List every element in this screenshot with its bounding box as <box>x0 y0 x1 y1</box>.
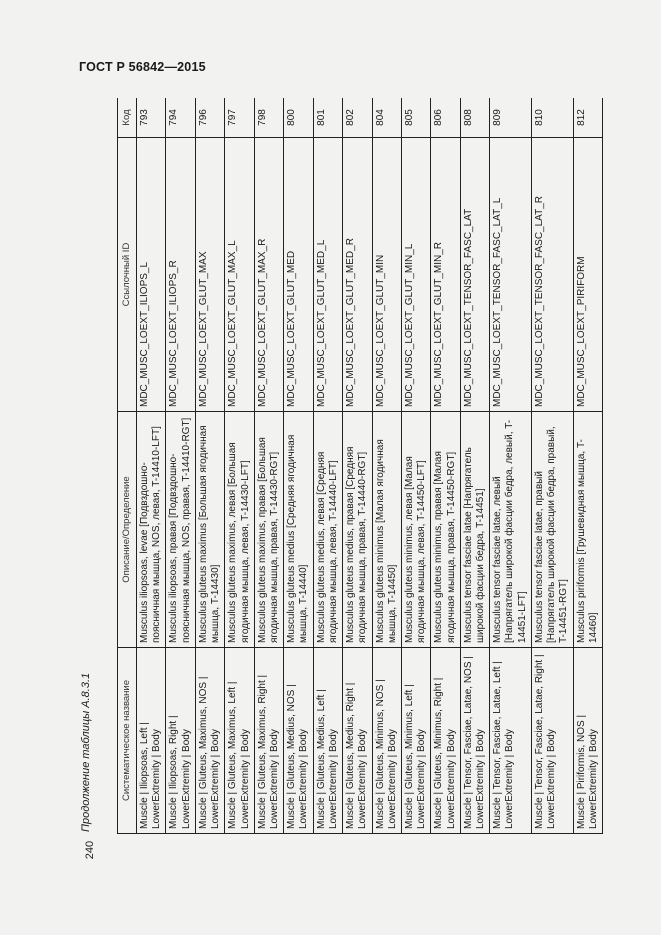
cell-code: 797 <box>225 98 254 138</box>
cell-systematic-name: Muscle | Gluteus, Maximus, NOS | LowerExtremity | Body <box>195 648 224 834</box>
cell-systematic-name: Muscle | Iliopsoas, Left | LowerExtremity | Body <box>137 648 166 834</box>
cell-systematic-name: Muscle | Gluteus, Maximus, Right | LowerExtremity | Body <box>254 648 283 834</box>
table-row <box>531 98 573 834</box>
cell-code: 804 <box>372 98 401 138</box>
cell-description: Musculus gluteus maximus, правая [Большая ягодичная мышца, правая, T-14430-RGT] <box>254 412 283 648</box>
column-header-description: Описание/Определение <box>118 412 137 648</box>
table-row <box>313 98 342 834</box>
table-row <box>343 98 372 834</box>
cell-systematic-name: Muscle | Gluteus, Medius, NOS | LowerExtremity | Body <box>284 648 313 834</box>
cell-reference-id: MDC_MUSC_LOEXT_GLUT_MAX <box>195 138 224 412</box>
cell-systematic-name: Muscle | Gluteus, Medius, Left | LowerExtremity | Body <box>313 648 342 834</box>
cell-description: Musculus tensor fasciae latae [Напрягатель широкой фасции бедра, T-14451] <box>460 412 489 648</box>
cell-description: Musculus gluteus medius [Средняя ягодичная мышца, T-14440] <box>284 412 313 648</box>
cell-code: 806 <box>431 98 460 138</box>
cell-systematic-name: Muscle | Tensor, Fasciae, Latae, Right | LowerExtremity | Body <box>531 648 573 834</box>
cell-reference-id: MDC_MUSC_LOEXT_GLUT_MIN_L <box>401 138 430 412</box>
cell-reference-id: MDC_MUSC_LOEXT_TENSOR_FASC_LAT <box>460 138 489 412</box>
data-table <box>117 98 603 834</box>
table-row <box>401 98 430 834</box>
cell-systematic-name: Muscle | Gluteus, Medius, Right | LowerExtremity | Body <box>343 648 372 834</box>
cell-reference-id: MDC_MUSC_LOEXT_GLUT_MAX_R <box>254 138 283 412</box>
cell-code: 810 <box>531 98 573 138</box>
table-row <box>460 98 489 834</box>
cell-reference-id: MDC_MUSC_LOEXT_ILIOPS_L <box>137 138 166 412</box>
cell-reference-id: MDC_MUSC_LOEXT_PIRIFORM <box>573 138 602 412</box>
cell-reference-id: MDC_MUSC_LOEXT_GLUT_MAX_L <box>225 138 254 412</box>
table-row <box>372 98 401 834</box>
cell-reference-id: MDC_MUSC_LOEXT_TENSOR_FASC_LAT_R <box>531 138 573 412</box>
table-row <box>166 98 195 834</box>
cell-systematic-name: Muscle | Gluteus, Maximus, Left | LowerExtremity | Body <box>225 648 254 834</box>
table-row <box>431 98 460 834</box>
cell-systematic-name: Muscle | Iliopsoas, Right | LowerExtremity | Body <box>166 648 195 834</box>
cell-code: 800 <box>284 98 313 138</box>
table-row <box>490 98 532 834</box>
cell-reference-id: MDC_MUSC_LOEXT_GLUT_MIN <box>372 138 401 412</box>
cell-code: 812 <box>573 98 602 138</box>
cell-systematic-name: Muscle | Gluteus, Minimus, Right | LowerExtremity | Body <box>431 648 460 834</box>
cell-reference-id: MDC_MUSC_LOEXT_GLUT_MED_R <box>343 138 372 412</box>
page-number: 240 <box>84 840 96 860</box>
cell-code: 801 <box>313 98 342 138</box>
cell-description: Musculus gluteus maximus, левая [Большая ягодичная мышца, левая, T-14430-LFT] <box>225 412 254 648</box>
cell-systematic-name: Muscle | Piriformis, NOS | LowerExtremity | Body <box>573 648 602 834</box>
cell-description: Musculus iliopsoas, levae [Подвздошно-поясничная мышца, NOS, левая, T-14410-LFT] <box>137 412 166 648</box>
table-row <box>573 98 602 834</box>
cell-description: Musculus gluteus medius, левая [Средняя ягодичная мышца, левая, T-14440-LFT] <box>313 412 342 648</box>
document-header: ГОСТ Р 56842—2015 <box>79 60 206 74</box>
cell-code: 794 <box>166 98 195 138</box>
table-row <box>254 98 283 834</box>
cell-reference-id: MDC_MUSC_LOEXT_GLUT_MIN_R <box>431 138 460 412</box>
cell-systematic-name: Muscle | Gluteus, Minimus, Left | LowerExtremity | Body <box>401 648 430 834</box>
cell-description: Musculus tensor fasciae latae, левый [Напрягатель широкой фасции бедра, левый, T-14451-LFT] <box>490 412 532 648</box>
cell-code: 808 <box>460 98 489 138</box>
cell-reference-id: MDC_MUSC_LOEXT_GLUT_MED_L <box>313 138 342 412</box>
cell-code: 802 <box>343 98 372 138</box>
table-row <box>195 98 224 834</box>
cell-code: 805 <box>401 98 430 138</box>
cell-description: Musculus gluteus minimus [Малая ягодичная мышца, T-14450] <box>372 412 401 648</box>
table-caption: Продолжение таблицы А.8.3.1 <box>80 672 92 832</box>
cell-systematic-name: Muscle | Tensor, Fasciae, Latae, Left | LowerExtremity | Body <box>490 648 532 834</box>
cell-description: Musculus piriformis [Грушевидная мышца, T-14460] <box>573 412 602 648</box>
cell-reference-id: MDC_MUSC_LOEXT_ILIOPS_R <box>166 138 195 412</box>
cell-description: Musculus tensor fasciae latae, правый [Напрягатель широкой фасции бедра, правый, T-14451-RGT] <box>531 412 573 648</box>
cell-code: 796 <box>195 98 224 138</box>
cell-code: 793 <box>137 98 166 138</box>
column-header-reference-id: Ссылочный ID <box>118 138 137 412</box>
table-row <box>284 98 313 834</box>
cell-description: Musculus gluteus medius, правая [Средняя ягодичная мышца, правая, T-14440-RGT] <box>343 412 372 648</box>
cell-code: 798 <box>254 98 283 138</box>
cell-description: Musculus gluteus maximus [Большая ягодичная мышца, T-14430] <box>195 412 224 648</box>
cell-systematic-name: Muscle | Tensor, Fasciae, Latae, NOS | LowerExtremity | Body <box>460 648 489 834</box>
table-container <box>117 98 603 834</box>
cell-description: Musculus iliopsoas, правая [Подвздошно-поясничная мышца, NOS, правая, T-14410-RGT] <box>166 412 195 648</box>
table-header-row <box>118 98 137 834</box>
cell-description: Musculus gluteus minimus, правая [Малая ягодичная мышца, правая, T-14450-RGT] <box>431 412 460 648</box>
table-row <box>137 98 166 834</box>
cell-systematic-name: Muscle | Gluteus, Minimus, NOS | LowerExtremity | Body <box>372 648 401 834</box>
column-header-systematic-name: Систематическое название <box>118 648 137 834</box>
column-header-code: Код <box>118 98 137 138</box>
cell-description: Musculus gluteus minimus, левая [Малая ягодичная мышца, левая, T-14450-LFT] <box>401 412 430 648</box>
cell-code: 809 <box>490 98 532 138</box>
cell-reference-id: MDC_MUSC_LOEXT_TENSOR_FASC_LAT_L <box>490 138 532 412</box>
table-row <box>225 98 254 834</box>
cell-reference-id: MDC_MUSC_LOEXT_GLUT_MED <box>284 138 313 412</box>
